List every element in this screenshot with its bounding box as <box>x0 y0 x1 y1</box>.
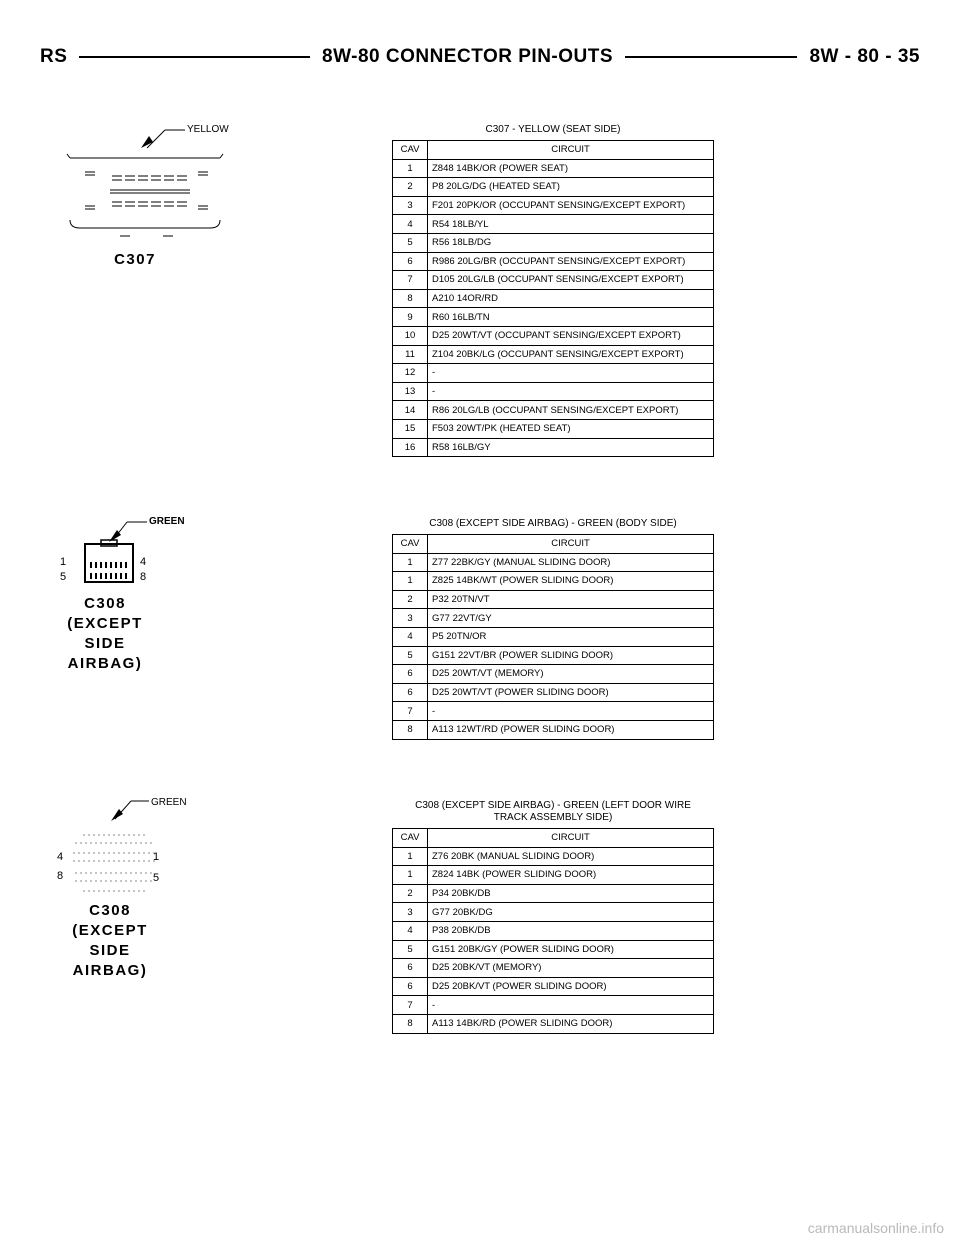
circuit-cell: P32 20TN/VT <box>428 590 714 609</box>
connector-c308-body-drawing <box>55 510 215 590</box>
circuit-cell: D25 20BK/VT (MEMORY) <box>428 959 714 978</box>
cav-cell: 7 <box>393 702 428 721</box>
header-page-number: 8W - 80 - 35 <box>797 42 920 72</box>
circuit-cell: F503 20WT/PK (HEATED SEAT) <box>428 419 714 438</box>
table-row <box>393 419 714 438</box>
cav-cell: 5 <box>393 646 428 665</box>
circuit-cell: D105 20LG/LB (OCCUPANT SENSING/EXCEPT EXPORT) <box>428 271 714 290</box>
table-row <box>393 940 714 959</box>
cav-cell: 1 <box>393 866 428 885</box>
table-row <box>393 401 714 420</box>
circuit-cell: R56 18LB/DG <box>428 233 714 252</box>
circuit-cell: P34 20BK/DB <box>428 884 714 903</box>
cav-cell: 3 <box>393 903 428 922</box>
cav-cell: 6 <box>393 683 428 702</box>
table-header-row <box>393 535 714 554</box>
cav-cell: 7 <box>393 271 428 290</box>
column-header-circuit: CIRCUIT <box>428 535 714 554</box>
table-row <box>393 665 714 684</box>
cav-cell: 5 <box>393 233 428 252</box>
table-row <box>393 866 714 885</box>
table-row <box>393 364 714 383</box>
connector-c308-track-side-diagram <box>55 795 215 979</box>
circuit-cell: D25 20WT/VT (MEMORY) <box>428 665 714 684</box>
table-row <box>393 572 714 591</box>
cav-cell: 6 <box>393 959 428 978</box>
circuit-cell: R60 16LB/TN <box>428 308 714 327</box>
table-row <box>393 159 714 178</box>
circuit-cell: Z848 14BK/OR (POWER SEAT) <box>428 159 714 178</box>
c308-track-label: C308 (EXCEPT SIDE AIRBAG) <box>72 902 148 979</box>
table-row <box>393 308 714 327</box>
cav-cell: 8 <box>393 720 428 739</box>
circuit-cell: P8 20LG/DG (HEATED SEAT) <box>428 178 714 197</box>
cav-cell: 14 <box>393 401 428 420</box>
table-row <box>393 1014 714 1033</box>
c308-body-pin-5: 5 <box>60 571 67 583</box>
c307-label: C307 <box>114 251 156 268</box>
cav-cell: 11 <box>393 345 428 364</box>
cav-cell: 16 <box>393 438 428 457</box>
cav-cell: 6 <box>393 977 428 996</box>
circuit-cell: P38 20BK/DB <box>428 921 714 940</box>
cav-cell: 4 <box>393 215 428 234</box>
circuit-cell: G151 22VT/BR (POWER SLIDING DOOR) <box>428 646 714 665</box>
cav-cell: 10 <box>393 326 428 345</box>
cav-cell: 12 <box>393 364 428 383</box>
table-row <box>393 977 714 996</box>
circuit-cell: G77 22VT/GY <box>428 609 714 628</box>
table-row <box>393 646 714 665</box>
table-header-row <box>393 829 714 848</box>
column-header-circuit: CIRCUIT <box>428 141 714 160</box>
circuit-cell: R86 20LG/LB (OCCUPANT SENSING/EXCEPT EXPORT) <box>428 401 714 420</box>
cav-cell: 13 <box>393 382 428 401</box>
circuit-cell: A113 14BK/RD (POWER SLIDING DOOR) <box>428 1014 714 1033</box>
table-row <box>393 289 714 308</box>
c308-track-pin-4: 4 <box>57 851 64 863</box>
header-title: 8W-80 CONNECTOR PIN-OUTS <box>310 42 625 72</box>
c308-track-pin-8: 8 <box>57 870 64 882</box>
c308-track-color-callout: GREEN <box>151 797 187 808</box>
pinout-grid <box>392 140 714 457</box>
c308-body-side-pinout-table <box>392 518 714 740</box>
circuit-cell: Z825 14BK/WT (POWER SLIDING DOOR) <box>428 572 714 591</box>
table-row <box>393 683 714 702</box>
circuit-cell: G151 20BK/GY (POWER SLIDING DOOR) <box>428 940 714 959</box>
cav-cell: 5 <box>393 940 428 959</box>
circuit-cell: D25 20WT/VT (POWER SLIDING DOOR) <box>428 683 714 702</box>
c308-body-pin-1: 1 <box>60 556 67 568</box>
table-row <box>393 702 714 721</box>
cav-cell: 9 <box>393 308 428 327</box>
circuit-cell: Z76 20BK (MANUAL SLIDING DOOR) <box>428 847 714 866</box>
table-title: C308 (EXCEPT SIDE AIRBAG) - GREEN (LEFT DOOR WIRE TRACK ASSEMBLY SIDE) <box>415 800 691 823</box>
cav-cell: 4 <box>393 921 428 940</box>
watermark: carmanualsonline.info <box>807 1220 944 1236</box>
table-header-row <box>393 141 714 160</box>
cav-cell: 2 <box>393 884 428 903</box>
circuit-cell: - <box>428 702 714 721</box>
c308-body-color-callout: GREEN <box>149 516 185 527</box>
circuit-cell: R986 20LG/BR (OCCUPANT SENSING/EXCEPT EXPORT) <box>428 252 714 271</box>
cav-cell: 1 <box>393 553 428 572</box>
cav-cell: 1 <box>393 847 428 866</box>
circuit-cell: R54 18LB/YL <box>428 215 714 234</box>
header-section-code: RS <box>40 42 79 72</box>
table-row <box>393 921 714 940</box>
circuit-cell: G77 20BK/DG <box>428 903 714 922</box>
column-header-circuit: CIRCUIT <box>428 829 714 848</box>
table-row <box>393 252 714 271</box>
circuit-cell: Z104 20BK/LG (OCCUPANT SENSING/EXCEPT EXPORT) <box>428 345 714 364</box>
table-row <box>393 627 714 646</box>
table-row <box>393 196 714 215</box>
table-row <box>393 178 714 197</box>
c307-pinout-table <box>392 124 714 457</box>
c308-track-side-pinout-table <box>392 800 714 1034</box>
circuit-cell: F201 20PK/OR (OCCUPANT SENSING/EXCEPT EXPORT) <box>428 196 714 215</box>
column-header-cav: CAV <box>393 141 428 160</box>
cav-cell: 2 <box>393 590 428 609</box>
circuit-cell: A113 12WT/RD (POWER SLIDING DOOR) <box>428 720 714 739</box>
cav-cell: 3 <box>393 609 428 628</box>
table-row <box>393 345 714 364</box>
table-row <box>393 553 714 572</box>
column-header-cav: CAV <box>393 535 428 554</box>
connector-c308-track-drawing <box>55 795 215 900</box>
c308-track-pin-1: 1 <box>153 851 160 863</box>
pinout-grid <box>392 828 714 1034</box>
table-row <box>393 884 714 903</box>
cav-cell: 1 <box>393 572 428 591</box>
cav-cell: 3 <box>393 196 428 215</box>
table-row <box>393 590 714 609</box>
circuit-cell: A210 14OR/RD <box>428 289 714 308</box>
table-row <box>393 271 714 290</box>
cav-cell: 6 <box>393 665 428 684</box>
circuit-cell: Z824 14BK (POWER SLIDING DOOR) <box>428 866 714 885</box>
cav-cell: 1 <box>393 159 428 178</box>
table-row <box>393 233 714 252</box>
circuit-cell: Z77 22BK/GY (MANUAL SLIDING DOOR) <box>428 553 714 572</box>
cav-cell: 2 <box>393 178 428 197</box>
table-row <box>393 903 714 922</box>
circuit-cell: D25 20WT/VT (OCCUPANT SENSING/EXCEPT EXPORT) <box>428 326 714 345</box>
circuit-cell: - <box>428 996 714 1015</box>
circuit-cell: - <box>428 364 714 383</box>
table-row <box>393 996 714 1015</box>
circuit-cell: D25 20BK/VT (POWER SLIDING DOOR) <box>428 977 714 996</box>
circuit-cell: - <box>428 382 714 401</box>
cav-cell: 8 <box>393 289 428 308</box>
cav-cell: 4 <box>393 627 428 646</box>
circuit-cell: P5 20TN/OR <box>428 627 714 646</box>
table-title: C307 - YELLOW (SEAT SIDE) <box>485 124 621 135</box>
cav-cell: 6 <box>393 252 428 271</box>
table-title: C308 (EXCEPT SIDE AIRBAG) - GREEN (BODY SIDE) <box>429 518 677 529</box>
column-header-cav: CAV <box>393 829 428 848</box>
table-row <box>393 720 714 739</box>
c308-body-label: C308 (EXCEPT SIDE AIRBAG) <box>67 595 143 672</box>
connector-c307-drawing <box>55 118 255 248</box>
table-row <box>393 326 714 345</box>
pinout-grid <box>392 534 714 740</box>
cav-cell: 8 <box>393 1014 428 1033</box>
table-row <box>393 609 714 628</box>
table-row <box>393 959 714 978</box>
connector-c307-diagram <box>55 118 255 278</box>
circuit-cell: R58 16LB/GY <box>428 438 714 457</box>
c308-body-pin-8: 8 <box>140 571 147 583</box>
c308-body-pin-4: 4 <box>140 556 147 568</box>
cav-cell: 15 <box>393 419 428 438</box>
c308-track-pin-5: 5 <box>153 872 160 884</box>
connector-c308-body-side-diagram <box>55 510 215 672</box>
cav-cell: 7 <box>393 996 428 1015</box>
table-row <box>393 215 714 234</box>
c307-color-callout: YELLOW <box>187 124 229 135</box>
table-row <box>393 847 714 866</box>
page-header <box>40 42 920 72</box>
table-row <box>393 438 714 457</box>
table-row <box>393 382 714 401</box>
